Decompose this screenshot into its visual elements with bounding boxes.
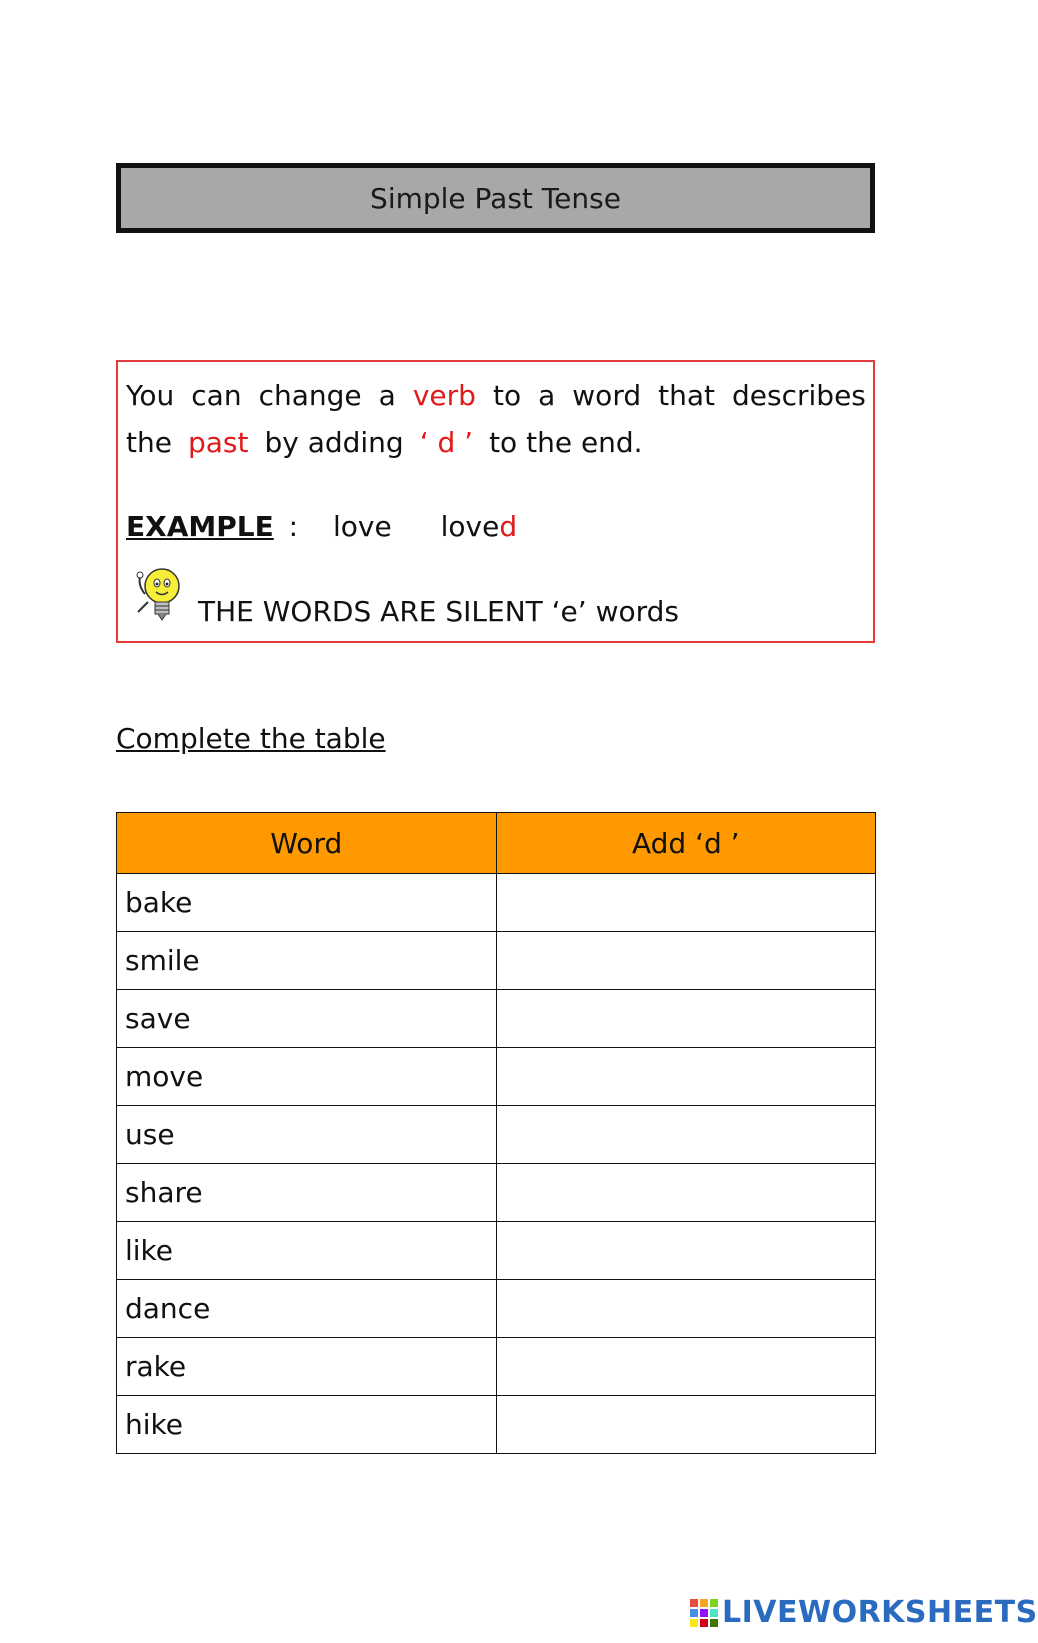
word-cell: bake <box>117 874 497 932</box>
rule-text <box>126 372 866 466</box>
example-word: love <box>333 510 392 543</box>
table-row <box>117 1106 876 1164</box>
answer-cell[interactable] <box>496 1048 876 1106</box>
rule-box <box>116 360 875 643</box>
page-title: Simple Past Tense <box>370 181 621 215</box>
table-row <box>117 990 876 1048</box>
header-add-d: Add ‘d ’ <box>496 813 876 874</box>
word-cell: move <box>117 1048 497 1106</box>
answer-cell[interactable] <box>496 874 876 932</box>
example-label: EXAMPLE <box>126 510 274 543</box>
header-word: Word <box>117 813 497 874</box>
rule-text-end: to the end. <box>489 426 643 459</box>
answer-cell[interactable] <box>496 1338 876 1396</box>
answer-cell[interactable] <box>496 1222 876 1280</box>
rule-word: a <box>538 379 556 412</box>
tip-row <box>130 564 679 630</box>
rule-word: describes <box>732 379 866 412</box>
answer-cell[interactable] <box>496 1164 876 1222</box>
rule-word-d: ‘ d ’ <box>419 426 474 459</box>
logo-mark-icon <box>690 1599 718 1627</box>
rule-word: change <box>258 379 362 412</box>
rule-line-2 <box>126 419 866 466</box>
example-colon: : <box>288 510 299 543</box>
word-cell: smile <box>117 932 497 990</box>
rule-word: You <box>126 379 175 412</box>
word-table <box>116 812 876 1454</box>
answer-cell[interactable] <box>496 990 876 1048</box>
table-row <box>117 1222 876 1280</box>
table-header-row <box>117 813 876 874</box>
rule-word: to <box>492 379 522 412</box>
title-banner <box>116 163 875 233</box>
example-past-word <box>441 510 518 543</box>
word-cell: rake <box>117 1338 497 1396</box>
instruction-heading: Complete the table <box>116 722 386 755</box>
rule-text-by-adding: by adding <box>264 426 404 459</box>
rule-line-1 <box>126 372 866 419</box>
table-row <box>117 1396 876 1454</box>
answer-cell[interactable] <box>496 932 876 990</box>
word-cell: use <box>117 1106 497 1164</box>
table-row <box>117 874 876 932</box>
rule-word-verb: verb <box>412 379 476 412</box>
rule-word-past: past <box>187 426 249 459</box>
table-row <box>117 1048 876 1106</box>
word-cell: dance <box>117 1280 497 1338</box>
word-cell: like <box>117 1222 497 1280</box>
answer-cell[interactable] <box>496 1280 876 1338</box>
logo-text: LIVEWORKSHEETS <box>722 1595 1038 1630</box>
tip-text: THE WORDS ARE SILENT ‘e’ words <box>198 595 679 628</box>
rule-word: can <box>191 379 242 412</box>
rule-text-the: the <box>126 426 172 459</box>
word-cell: hike <box>117 1396 497 1454</box>
answer-cell[interactable] <box>496 1396 876 1454</box>
word-cell: share <box>117 1164 497 1222</box>
lightbulb-icon <box>130 564 190 630</box>
example-line <box>126 510 517 543</box>
table-row <box>117 1280 876 1338</box>
table-row <box>117 932 876 990</box>
example-past-suffix: d <box>499 510 518 543</box>
example-past-stem: love <box>440 510 500 543</box>
table-row <box>117 1338 876 1396</box>
answer-cell[interactable] <box>496 1106 876 1164</box>
table-row <box>117 1164 876 1222</box>
liveworksheets-logo[interactable] <box>690 1595 1038 1630</box>
rule-word: that <box>658 379 715 412</box>
rule-word: word <box>572 379 642 412</box>
rule-word: a <box>378 379 396 412</box>
word-cell: save <box>117 990 497 1048</box>
